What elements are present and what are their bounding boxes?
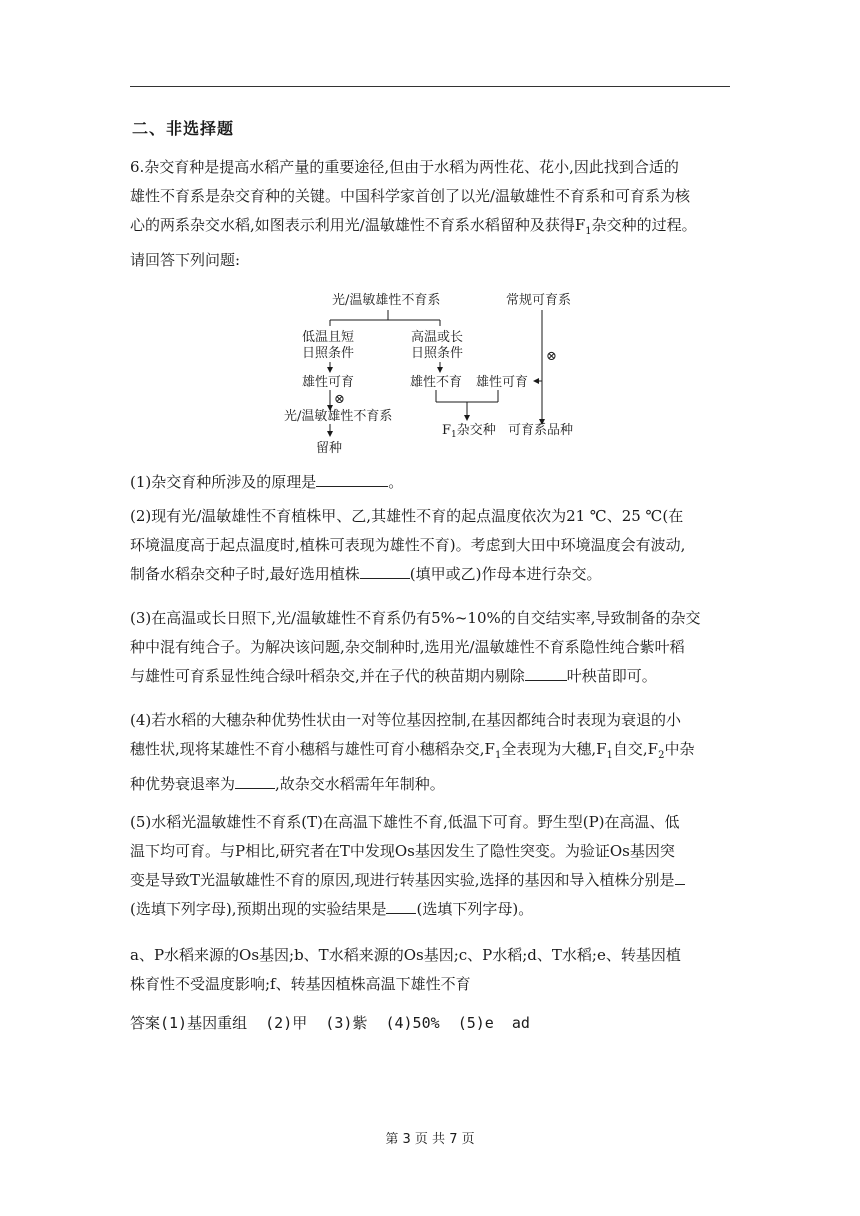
- answer-blank[interactable]: [316, 468, 388, 487]
- intro-line: 请回答下列问题:: [130, 251, 241, 269]
- intro-line: 心的两系杂交水稻,如图表示利用光/温敏雄性不育系水稻留种及获得$F_1$杂交种的过程。: [130, 216, 697, 237]
- intro-line: 6.杂交育种是提高水稻产量的重要途径,但由于水稻为两性花、花小,因此找到合适的: [130, 158, 679, 176]
- top-divider: [130, 86, 730, 87]
- question-intro: [130, 153, 732, 275]
- diagram-f1-hybrid: $F_1$杂交种: [442, 423, 496, 440]
- diagram-low-cond: 低温且短: [302, 330, 355, 345]
- diagram-fertile-variety: 可育系品种: [508, 423, 574, 438]
- diagram-sterile: 雄性不育: [410, 375, 463, 390]
- diagram-bottom-left: 光/温敏雄性不育系: [284, 409, 393, 424]
- question-part-5: (5)水稻光温敏雄性不育系(T)在高温下雄性不育,低温下可育。野生型(P)在高温、低 温下均可育。与P相比,研究者在T中发现Os基因发生了隐性突变。为验证Os基因突 变是导致T光温敏雄性不育的原因,现进行转基因实验,选择的基因和导入植株分别是 (选填下列字母),预期出现的实验结果是 (选填下列字母)。: [130, 808, 732, 924]
- question-options: a、P水稻来源的Os基因;b、T水稻来源的Os基因;c、P水稻;d、T水稻;e、转基因植 株育性不受温度影响;f、转基因植株高温下雄性不育: [130, 946, 681, 993]
- question-part-4: (4)若水稻的大穗杂种优势性状由一对等位基因控制,在基因都纯合时表现为衰退的小 穗性状,现将某雄性不育小穗稻与雄性可育小穗稻杂交$,F_1$全表现为大穗$,F_1$自交$,F_2$中杂 种优势衰退率为 ,故杂交水稻需年年制种。: [130, 711, 695, 793]
- self-cross-symbol-right: ⊗: [546, 349, 557, 364]
- answer-blank[interactable]: [235, 770, 275, 789]
- question-part-1: (1)杂交育种所涉及的原理是 。: [130, 468, 732, 497]
- section-title: 二、非选择题: [132, 119, 235, 138]
- diagram-top-right: 常规可育系: [506, 293, 572, 308]
- diagram-high-cond: 日照条件: [411, 346, 464, 361]
- diagram-fertile-2: 雄性可育: [476, 375, 529, 390]
- answer-blank[interactable]: [386, 895, 416, 914]
- answer-blank[interactable]: [525, 662, 567, 681]
- diagram-keep-seed: 留种: [316, 441, 343, 456]
- question-part-2: (2)现有光/温敏雄性不育植株甲、乙,其雄性不育的起点温度依次为21 ℃、25 ℃(在 环境温度高于起点温度时,植株可表现为雄性不育)。考虑到大田中环境温度会有波动, 制备水稻杂交种子时,最好选用植株 (填甲或乙)作母本进行杂交。: [130, 507, 686, 583]
- self-cross-symbol: ⊗: [334, 392, 345, 407]
- intro-line: 雄性不育系是杂交育种的关键。中国科学家首创了以光/温敏雄性不育系和可育系为核: [130, 187, 691, 205]
- answer-blank[interactable]: [675, 866, 685, 885]
- diagram-fertile: 雄性可育: [302, 375, 355, 390]
- question-part-3: (3)在高温或长日照下,光/温敏雄性不育系仍有5%~10%的自交结实率,导致制备的杂交 种中混有纯合子。为解决该问题,杂交制种时,选用光/温敏雄性不育系隐性纯合紫叶稻 与雄性可育系显性纯合绿叶稻杂交,并在子代的秧苗期内剔除 叶秧苗即可。: [130, 609, 701, 685]
- diagram-top-left: 光/温敏雄性不育系: [332, 293, 441, 308]
- diagram-high-cond: 高温或长: [411, 330, 464, 345]
- answer-key: 答案(1)基因重组 (2)甲 (3)紫 (4)50% (5)e ad: [130, 1014, 530, 1032]
- answer-blank[interactable]: [360, 560, 410, 579]
- page-footer: 第 3 页 共 7 页: [385, 1132, 475, 1147]
- breeding-diagram: [270, 284, 590, 464]
- diagram-low-cond: 日照条件: [302, 346, 355, 361]
